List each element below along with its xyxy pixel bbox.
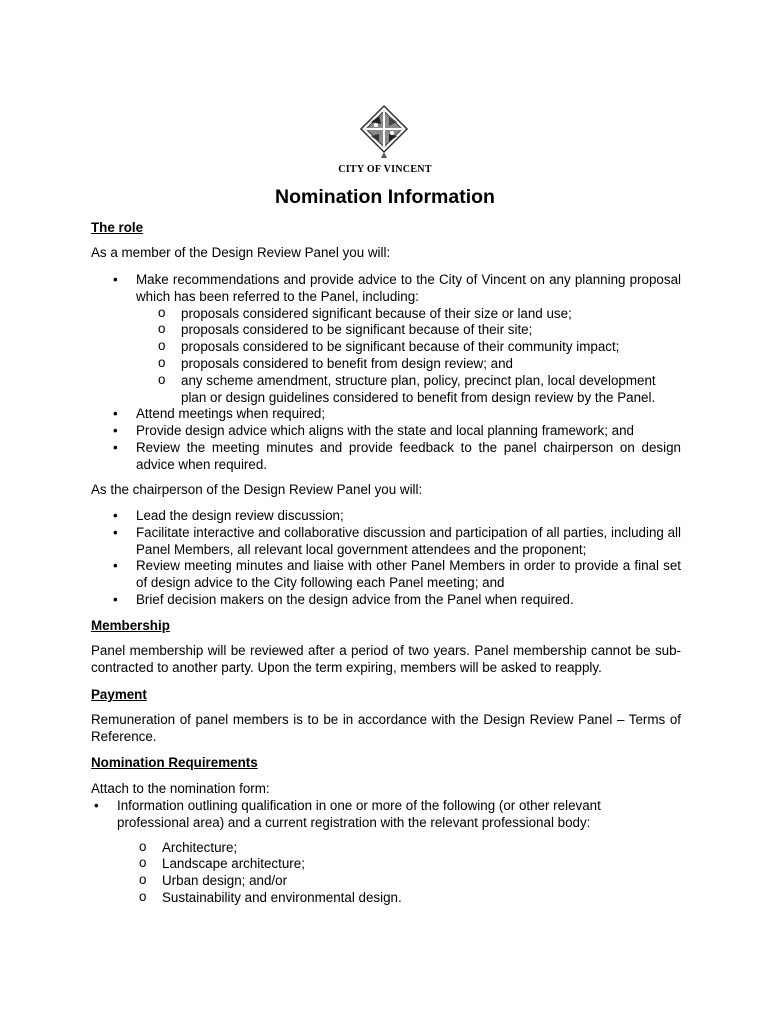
sub-bullet-icon: o — [158, 304, 166, 320]
requirements-intro: Attach to the nomination form: — [91, 781, 270, 796]
requirements-list — [72, 798, 632, 907]
page-title: Nomination Information — [275, 186, 495, 208]
list-item — [91, 592, 681, 609]
sub-list-item — [136, 306, 681, 323]
sub-list-item-text: proposals considered to benefit from design review; and — [181, 355, 513, 371]
bullet-icon: • — [113, 406, 118, 422]
logo-text: CITY OF VINCENT — [338, 164, 432, 175]
list-item-text: Provide design advice which aligns with the state and local planning framework; and — [136, 423, 634, 439]
list-item-text: Review the meeting minutes and provide feedback to the panel chairperson on design advice when required. — [136, 439, 681, 472]
role-heading: The role — [91, 220, 144, 235]
sub-bullet-icon: o — [139, 888, 147, 904]
list-item — [91, 558, 681, 592]
sub-list-item-text: any scheme amendment, structure plan, policy, precinct plan, local development plan or design guidelines considered to benefit from design review by the Panel. — [181, 372, 656, 405]
bullet-icon: • — [113, 423, 118, 439]
sub-bullet-icon: o — [139, 855, 147, 871]
bullet-icon: • — [113, 272, 118, 287]
list-item-text: Information outlining qualification in one or more of the following (or other relevant professional area) and a current registration with the relevant professional body: — [117, 798, 601, 830]
list-item-text: Review meeting minutes and liaise with other Panel Members in order to provide a final set of design advice to the City following each Panel meeting; and — [136, 558, 681, 591]
list-item-text: Attend meetings when required; — [136, 406, 326, 422]
list-item — [91, 525, 681, 559]
sub-bullet-icon: o — [139, 872, 147, 888]
sub-list-item-text: proposals considered significant because of their size or land use; — [181, 305, 572, 321]
list-item — [72, 798, 632, 907]
sub-bullet-icon: o — [158, 354, 166, 370]
list-item-text: Lead the design review discussion; — [136, 508, 344, 523]
sub-bullet-icon: o — [158, 321, 166, 337]
bullet-icon: • — [94, 798, 99, 813]
list-item — [91, 508, 681, 525]
sub-list — [136, 306, 681, 407]
bullet-icon: • — [113, 439, 118, 455]
sub-bullet-icon: o — [139, 838, 147, 854]
list-item-text: Facilitate interactive and collaborative discussion and participation of all parties, including all Panel Members, all relevant local government attendees and the proponent; — [136, 524, 681, 557]
sub-list-item-text: proposals considered to be significant because of their community impact; — [181, 339, 620, 355]
list-item — [91, 272, 681, 406]
payment-heading: Payment — [91, 687, 147, 702]
bullet-icon: • — [113, 508, 118, 523]
list-item-text: Make recommendations and provide advice to the City of Vincent on any planning proposal which has been referred to the Panel, including: — [136, 272, 681, 304]
sub-bullet-icon: o — [158, 371, 166, 387]
role-intro: As a member of the Design Review Panel you will: — [91, 245, 391, 260]
sub-list-item-text: Architecture; — [162, 839, 238, 855]
requirements-heading: Nomination Requirements — [91, 755, 258, 770]
sub-list — [117, 840, 632, 907]
sub-list-item — [136, 356, 681, 373]
chair-duties-list — [91, 508, 681, 609]
city-of-vincent-logo-icon — [359, 104, 409, 160]
member-duties-list — [91, 272, 681, 474]
sub-list-item — [117, 856, 632, 873]
bullet-icon: • — [113, 558, 118, 574]
list-item — [91, 423, 681, 440]
sub-list-item — [136, 373, 681, 407]
sub-list-item-text: proposals considered to be significant because of their site; — [181, 322, 533, 338]
sub-list-item-text: Urban design; and/or — [162, 873, 288, 889]
sub-list-item-text: Sustainability and environmental design. — [162, 889, 402, 905]
membership-heading: Membership — [91, 618, 170, 633]
membership-text: Panel membership will be reviewed after a period of two years. Panel membership cannot be sub-contracted to another party. Upon the term expiring, members will be asked to reapply. — [91, 643, 681, 675]
bullet-icon: • — [113, 591, 118, 607]
chair-intro: As the chairperson of the Design Review Panel you will: — [91, 482, 423, 497]
payment-text: Remuneration of panel members is to be in accordance with the Design Review Panel – Terms of Reference. — [91, 712, 681, 744]
sub-list-item — [136, 339, 681, 356]
sub-list-item — [117, 890, 632, 907]
list-item — [91, 406, 681, 423]
bullet-icon: • — [113, 524, 118, 540]
sub-list-item — [117, 840, 632, 857]
sub-list-item-text: Landscape architecture; — [162, 856, 305, 872]
sub-list-item — [136, 322, 681, 339]
sub-bullet-icon: o — [158, 338, 166, 354]
sub-list-item — [117, 873, 632, 890]
list-item-text: Brief decision makers on the design advice from the Panel when required. — [136, 591, 574, 607]
list-item — [91, 440, 681, 474]
